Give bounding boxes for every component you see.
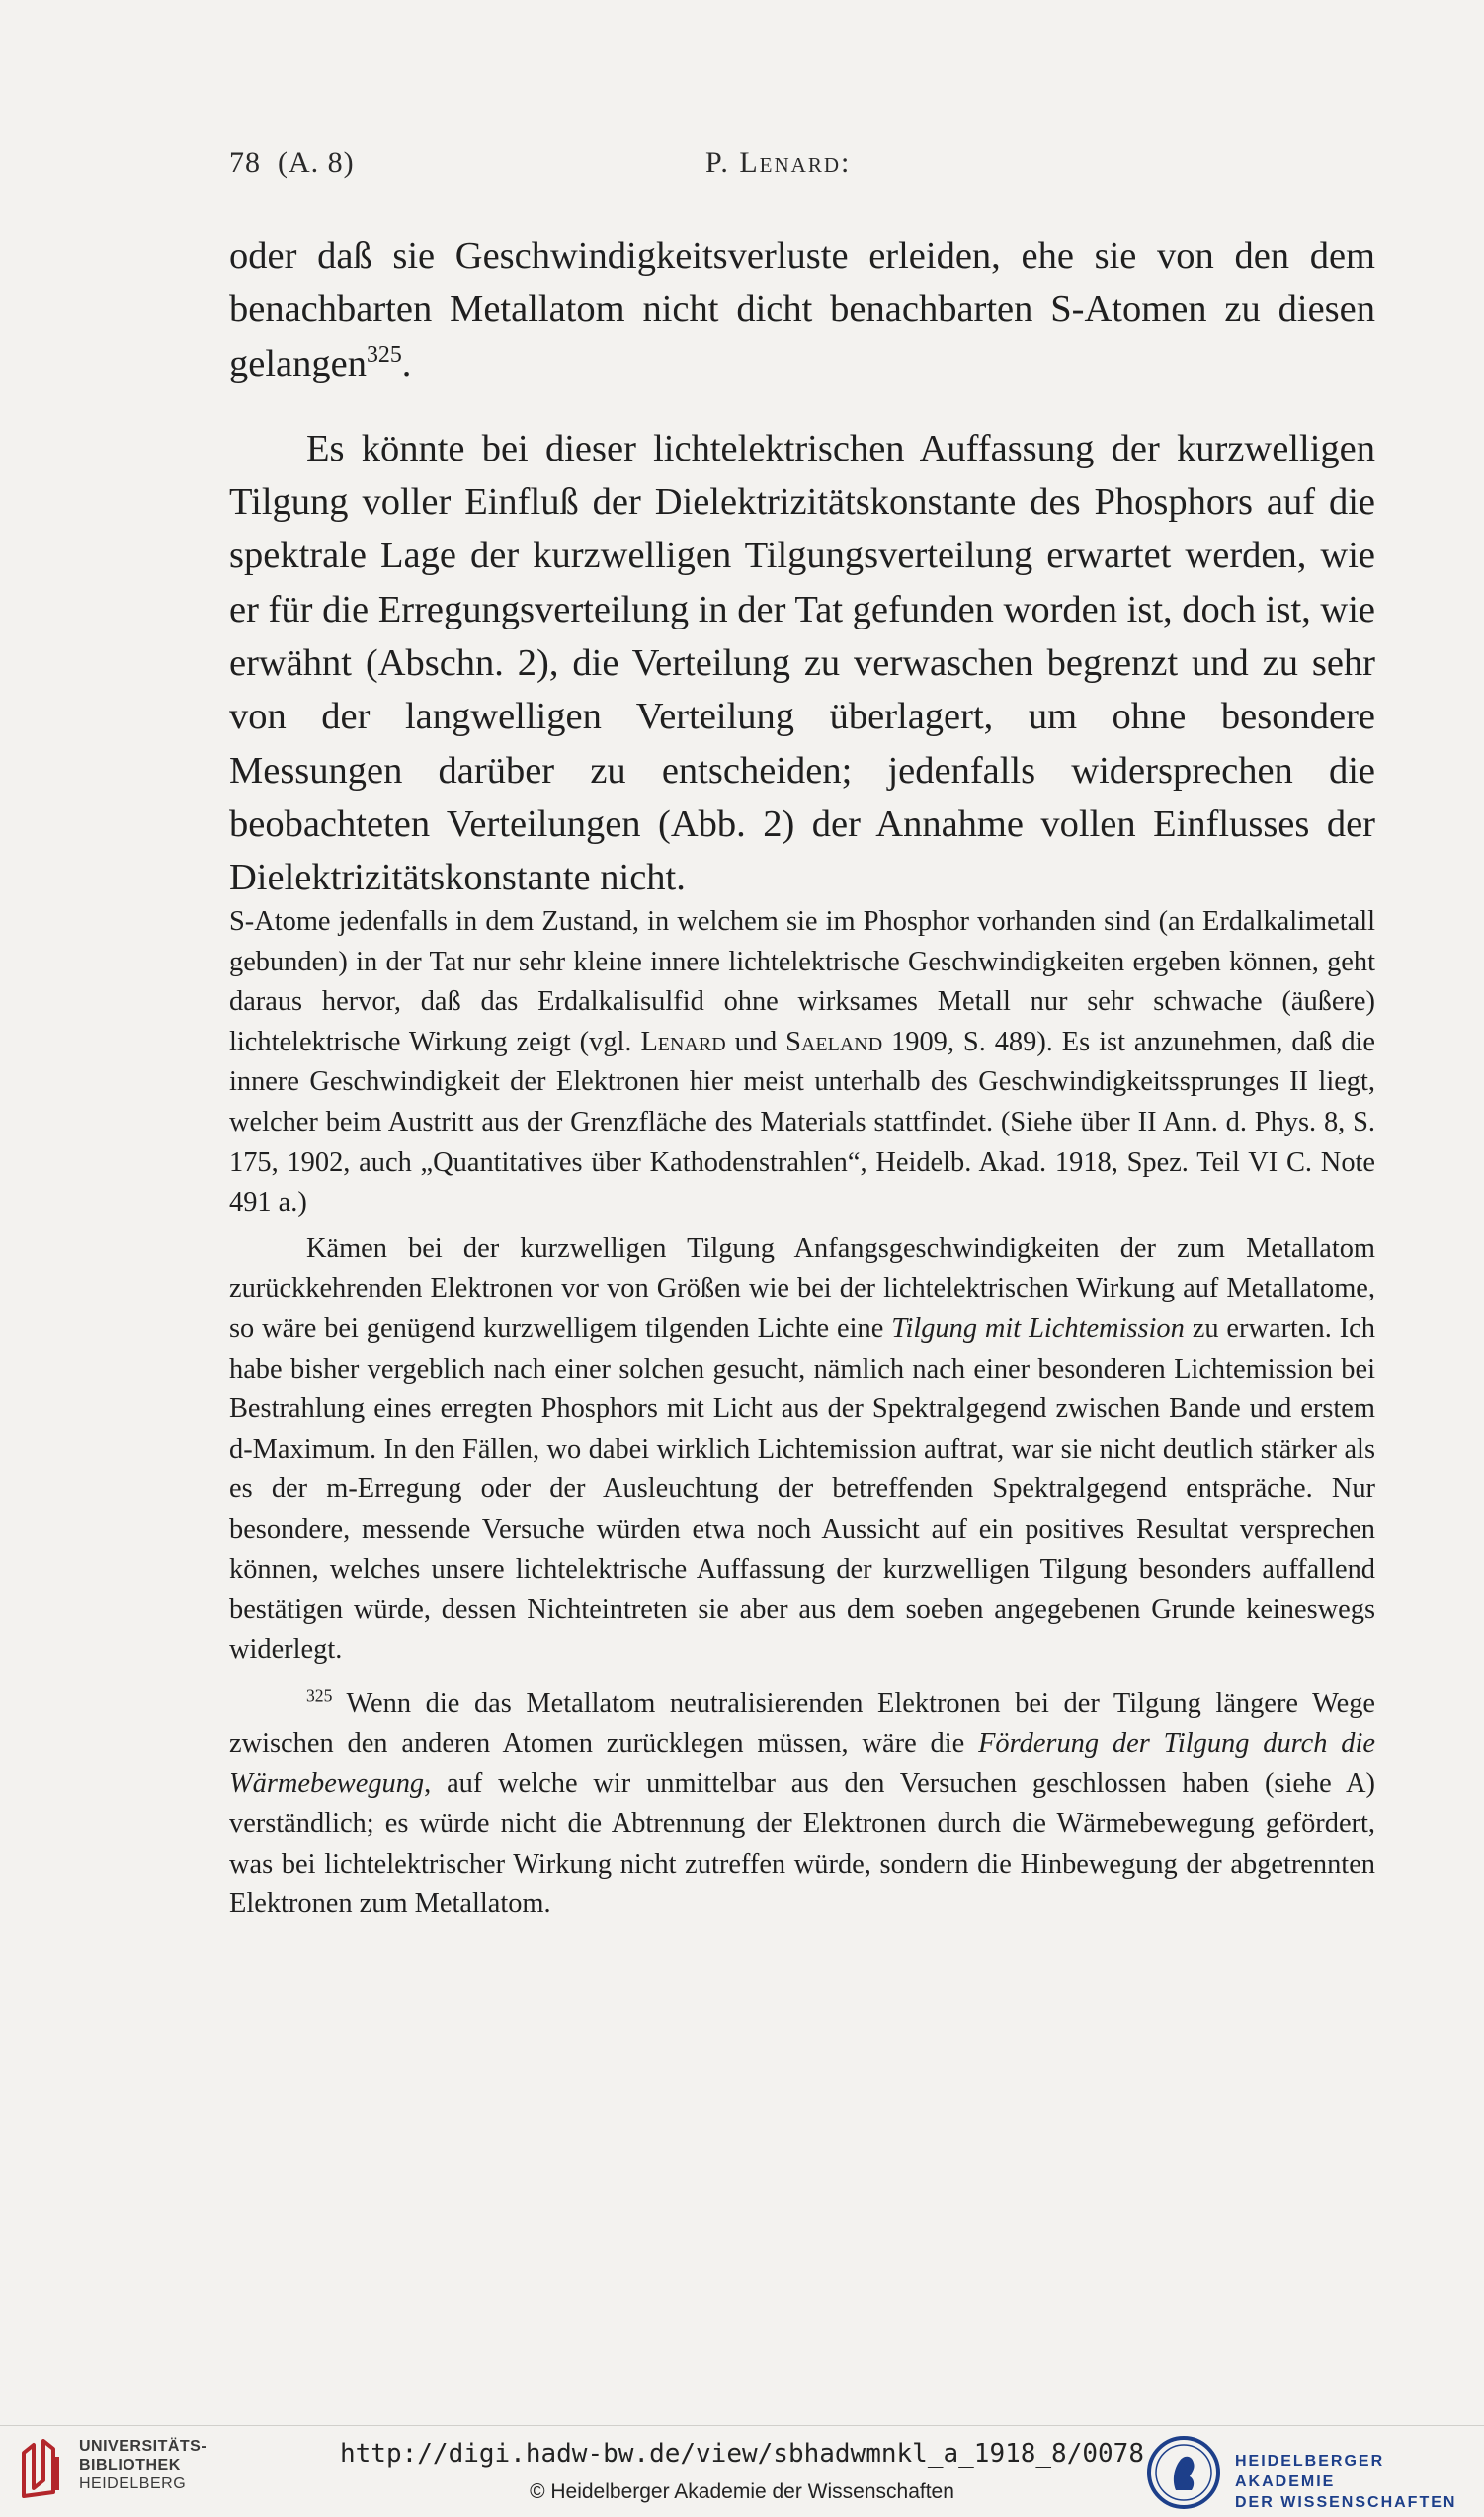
emphasis: Förderung der Tilgung durch die Wärmebewegung xyxy=(229,1727,1375,1800)
footnotes xyxy=(229,902,1375,1925)
page-number: 78 (A. 8) xyxy=(229,146,355,179)
paragraph: Es könnte bei dieser lichtelektrischen Auffassung der kurzwelligen Tilgung voller Einfluß der Dielektrizitätskonstante des Phosphors auf die spektrale Lage der kurzwelligen Tilgungsverteilung erwartet werden, wie er für die Erregungsverteilung in der Tat gefunden worden ist, doch ist, wie erwähnt (Abschn. 2), die Verteilung zu verwaschen begrenzt und zu sehr von der langwelligen Verteilung überlagert, um ohne besondere Messungen darüber zu entscheiden; jedenfalls widersprechen die beobachteten Verteilungen (Abb. 2) der Annahme vollen Einflusses der Dielektrizitätskonstante nicht. xyxy=(229,427,1375,899)
footnote-325: $^{325}$ Wenn die das Metallatom neutralisierenden Elektronen bei der Tilgung längere Wege zwischen den anderen Atomen zurücklegen müssen, wäre die Förderung der Tilgung durch die Wärmebewegung, auf welche wir unmittelbar aus den Versuchen geschlossen haben (siehe A) verständlich; es würde nicht die Abtrennung der Elektronen durch die Wärmebewegung gefördert, was bei lichtelektrischer Wirkung nicht zutreffen würde, sondern die Hinbewegung der abgetrennten Elektronen zum Metallatom. xyxy=(229,1685,1375,1920)
academy-logo[interactable] xyxy=(1146,2433,1472,2512)
copyright-notice: © Heidelberger Akademie der Wissenschaften xyxy=(530,2480,954,2503)
academy-name: HEIDELBERGER AKADEMIE DER WISSENSCHAFTEN xyxy=(1235,2453,1457,2511)
footnote-continuation: S-Atome jedenfalls in dem Zustand, in welchem sie im Phosphor vorhanden sind (an Erdalkalimetall gebunden) in der Tat nur sehr kleine innere lichtelektrische Geschwindigkeiten ergeben können, geht daraus hervor, daß das Erdalkalisulfid ohne wirksames Metall nur sehr schwache (äußere) lichtelektrische Wirkung zeigt (vgl. Lenard und Saeland 1909, S. 489). Es ist anzunehmen, daß die innere Geschwindigkeit der Elektronen hier meist unterhalb des Geschwindigkeitssprunges II liegt, welcher beim Austritt aus der Grenzfläche des Materials stattfindet. (Siehe über II Ann. d. Phys. 8, S. 175, 1902, auch „Quantitatives über Kathodenstrahlen“, Heidelb. Akad. 1918, Spez. Teil VI C. Note 491 a.) xyxy=(229,906,1376,1218)
footer-divider xyxy=(0,2425,1484,2426)
permalink-url[interactable]: http://digi.hadw-bw.de/view/sbhadwmnkl_a_1918_8/0078 xyxy=(340,2439,1144,2469)
author-name: Saeland xyxy=(785,1026,883,1057)
paragraph: oder daß sie Geschwindigkeitsverluste erleiden, ehe sie von den dem benachbarten Metallatom nicht dicht benachbarten S-Atomen zu diesen gelangen$^{325}$. xyxy=(229,235,1375,384)
academy-seal-icon xyxy=(1146,2435,1221,2510)
section-ref: (A. 8) xyxy=(278,146,355,179)
footnote-number: 325 xyxy=(306,1685,333,1706)
footnote-ref[interactable]: 325 xyxy=(366,341,402,368)
author-name: Lenard xyxy=(640,1026,726,1057)
running-head-author: P. Lenard: xyxy=(705,146,852,179)
emphasis: Tilgung mit Lichtemission xyxy=(891,1312,1185,1344)
footnote-paragraph: Kämen bei der kurzwelligen Tilgung Anfangsgeschwindigkeiten der zum Metallatom zurückkehrenden Elektronen vor von Größen wie bei der lichtelektrischen Wirkung auf Metallatome, so wäre bei genügend kurzwelligem tilgenden Lichte eine Tilgung mit Lichtemission zu erwarten. Ich habe bisher vergeblich nach einer solchen gesucht, nämlich nach einer besonderen Lichtemission bei Bestrahlung eines erregten Phosphors mit Licht aus der Spektralgegend zwischen Bande und erstem d-Maximum. In den Fällen, wo dabei wirklich Lichtemission auftrat, war sie nicht deutlich stärker als es der m-Erregung oder der Ausleuchtung der betreffenden Spektralgegend entspräche. Nur besondere, messende Versuche würden etwa noch Aussicht auf ein positives Resultat versprechen können, welches unsere lichtelektrische Auffassung der kurzwelligen Tilgung besonders auffallend bestätigen würde, dessen Nichteintreten sie aber aus dem soeben angegebenen Grunde keineswegs widerlegt. xyxy=(229,1232,1375,1665)
main-text xyxy=(229,229,1375,905)
library-name: UNIVERSITÄTS- BIBLIOTHEK HEIDELBERG xyxy=(79,2438,207,2492)
